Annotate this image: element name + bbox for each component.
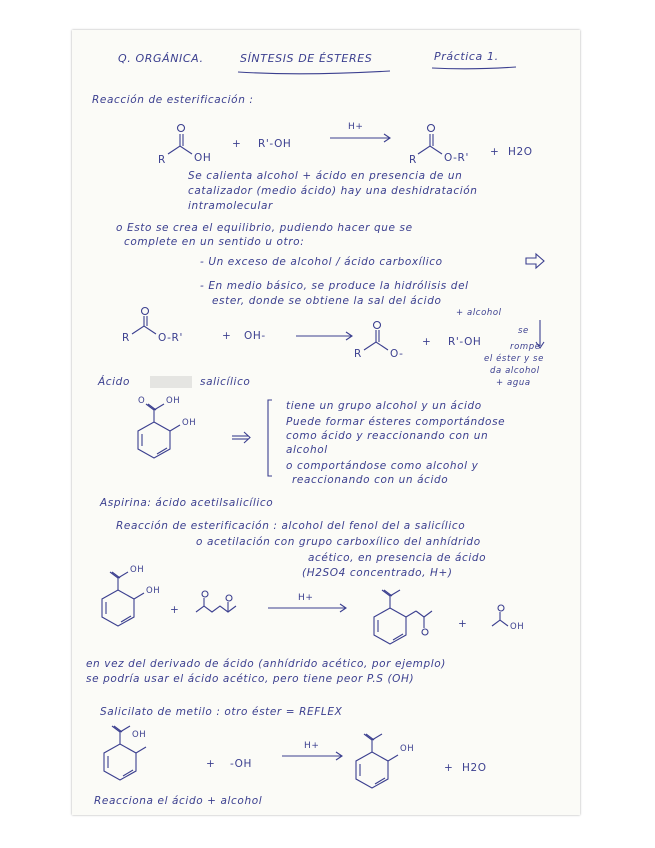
eq1-oh: OH: [194, 152, 212, 164]
eq3-plus: +: [170, 604, 180, 616]
section-heading-esterification: Reacción de esterificación :: [92, 94, 254, 106]
salicylic-oh-2: OH: [182, 418, 197, 428]
page-title: SÍNTESIS DE ÉSTERES: [240, 52, 373, 65]
side-note-5: + agua: [496, 378, 531, 388]
eq1-water: H2O: [508, 146, 533, 158]
aspirin-line-1: Reacción de esterificación : alcohol del fenol del a salicílico: [116, 520, 466, 532]
eq3-oh-3: OH: [510, 622, 525, 632]
eq1-r: R: [158, 154, 166, 166]
prop-line-3: como ácido y reaccionando con un: [286, 430, 489, 442]
eq2-alcohol: R'-OH: [448, 336, 482, 348]
eq4-oh-1: OH: [132, 730, 147, 740]
eq2-r2: R: [354, 348, 362, 360]
aspirin-line-4: (H2SO4 concentrado, H+): [302, 567, 453, 579]
prop-line-5: o comportándose como alcohol y: [286, 460, 479, 472]
eq2-plus2: +: [422, 336, 432, 348]
notebook-page: [72, 30, 580, 815]
eq1-plus2: +: [490, 146, 500, 158]
equation-methyl-salicylate: [72, 30, 580, 800]
eq2-ester-o: O-R': [158, 332, 183, 344]
side-note-3: el éster y se: [484, 354, 544, 364]
side-note-2: rompe: [510, 342, 541, 352]
bullet-equilibrium-2: complete en un sentido u otro:: [124, 236, 305, 248]
eq1-ester-o: O-R': [444, 152, 469, 164]
eq4-catalyst: H+: [304, 741, 320, 751]
section-heading-salicylic: Ácido: [98, 376, 130, 388]
section-heading-aspirin: Aspirina: ácido acetilsalicílico: [100, 497, 274, 509]
eq4-water: H2O: [462, 762, 487, 774]
eq2-carboxylate: O-: [390, 348, 404, 360]
eq4-methanol: -OH: [230, 758, 253, 770]
section-heading-salicylic-2: salicílico: [200, 376, 251, 388]
dash-basic-3: + alcohol: [456, 308, 502, 318]
side-note-4: da alcohol: [490, 366, 540, 376]
eq4-plus: +: [206, 758, 216, 770]
dash-basic-2: ester, donde se obtiene la sal del ácido: [212, 295, 442, 307]
prop-line-4: alcohol: [286, 444, 328, 456]
note-line-1: en vez del derivado de ácido (anhídrido acético, por ejemplo): [86, 658, 446, 670]
eq1-catalyst: H+: [348, 122, 364, 132]
eq3-catalyst: H+: [298, 593, 314, 603]
eq3-oh-2: OH: [146, 586, 161, 596]
dash-excess: - Un exceso de alcohol / ácido carboxílico: [200, 256, 443, 268]
bullet-equilibrium: o Esto se crea el equilibrio, pudiendo hacer que se: [116, 222, 413, 234]
salicylic-oh-1: OH: [166, 396, 181, 406]
explanation-line-1: Se calienta alcohol + ácido en presencia de un: [188, 170, 463, 182]
salicylic-o: O: [138, 396, 146, 406]
subject-label: Q. ORGÁNICA.: [118, 52, 204, 65]
eq2-plus: +: [222, 330, 232, 342]
eq1-ester-r: R: [409, 154, 417, 166]
prop-line-1: tiene un grupo alcohol y un ácido: [286, 400, 482, 412]
eq3-plus2: +: [458, 618, 468, 630]
eq2-hydroxide: OH-: [244, 330, 266, 342]
explanation-line-2: catalizador (medio ácido) hay una deshidratación: [188, 185, 478, 197]
dash-basic: - En medio básico, se produce la hidrólisis del: [200, 280, 469, 292]
eq4-plus2: +: [444, 762, 454, 774]
eq1-alcohol: R'-OH: [258, 138, 292, 150]
note-line-2: se podría usar el ácido acético, pero tiene peor P.S (OH): [86, 673, 415, 685]
prop-line-2: Puede formar ésteres comportándose: [286, 416, 506, 428]
footer-note: Reacciona el ácido + alcohol: [94, 795, 263, 807]
eq1-plus: +: [232, 138, 242, 150]
eq3-oh-1: OH: [130, 565, 145, 575]
aspirin-line-2: o acetilación con grupo carboxílico del anhídrido: [196, 536, 481, 548]
section-heading-methyl-salicylate: Salicilato de metilo : otro éster = REFLEX: [100, 706, 343, 718]
aspirin-line-3: acético, en presencia de ácido: [308, 552, 487, 564]
explanation-line-3: intramolecular: [188, 200, 273, 212]
side-note-1: se: [518, 326, 529, 336]
eq2-r: R: [122, 332, 130, 344]
practice-label: Práctica 1.: [434, 50, 499, 63]
eq4-oh-2: OH: [400, 744, 415, 754]
prop-line-6: reaccionando con un ácido: [292, 474, 449, 486]
